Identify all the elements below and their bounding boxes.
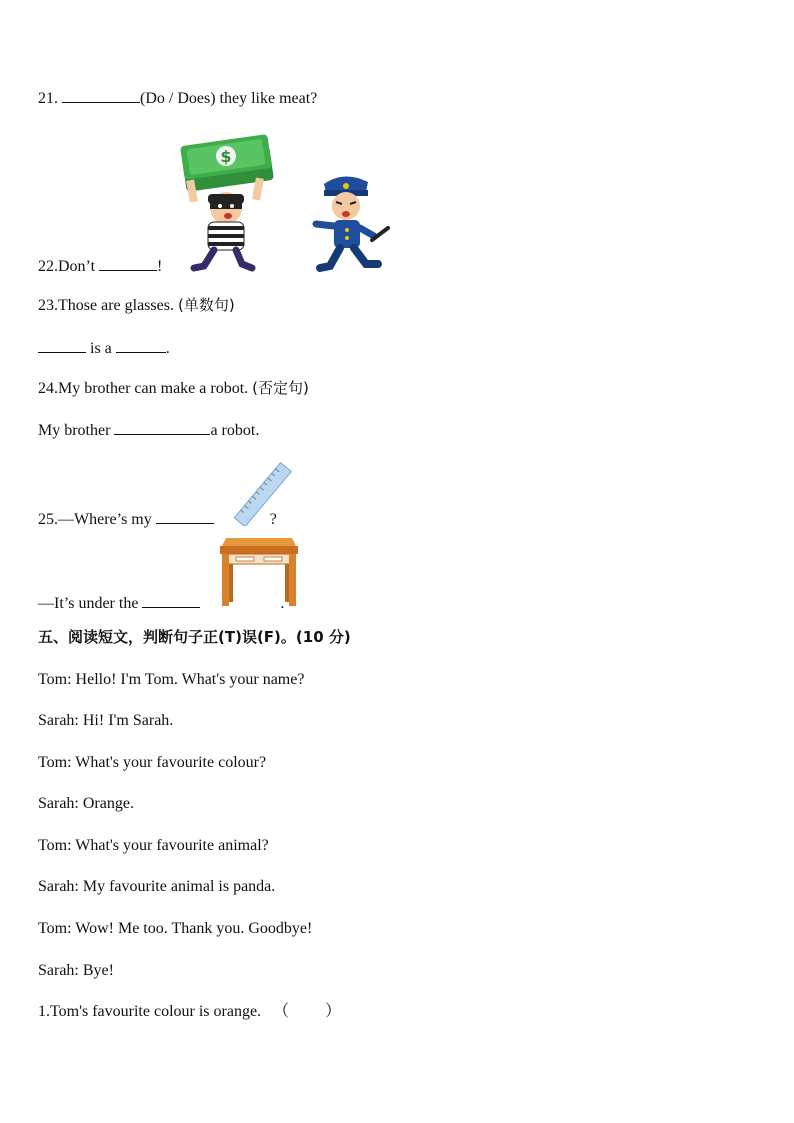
section-5-title: 五、阅读短文，判断句子正(T)误(F)。(10 分) [38,628,351,646]
question-25 [38,509,277,530]
q24-answer-start: My brother [38,422,115,439]
q25-answer-line [38,593,284,614]
q22-text: Don’t [58,258,96,275]
dialogue-line: Tom: Hello! I'm Tom. What's your name? [38,671,305,688]
q21-number: 21. [38,90,58,107]
q25-answer-text: It’s under the [54,595,143,612]
q23-answer-line [38,338,170,359]
svg-text:$: $ [220,147,232,166]
q25-blank-2[interactable] [142,593,200,608]
dialogue-line: Sarah: Bye! [38,962,114,979]
q25-dash: — [58,511,74,528]
judge-paren-close: ） [325,1003,342,1020]
q22-blank[interactable] [99,256,157,271]
q22-number: 22. [38,258,58,275]
q21-text: (Do / Does) they like meat? [140,90,318,107]
q21-blank[interactable] [62,88,140,103]
q24-text: My brother can make a robot. [58,380,253,397]
q24-number: 24. [38,380,58,397]
q25-blank-1[interactable] [156,509,214,524]
q23-number: 23. [38,297,58,314]
q25-question-end: ? [269,511,277,528]
thief-illustration [178,132,278,272]
q22-end: ! [157,258,163,275]
question-23 [38,295,235,316]
q23-text: Those are glasses. [58,297,178,314]
q24-note: (否定句) [252,379,309,397]
dialogue-line: Sarah: Orange. [38,795,134,812]
judge-paren-open: （ [273,1003,290,1020]
q25-answer-dash: — [38,595,54,612]
judge-statement: 1.Tom's favourite colour is orange. [38,1003,262,1020]
dialogue-line: Sarah: My favourite animal is panda. [38,878,276,895]
q23-blank-2[interactable] [116,338,166,353]
question-24 [38,378,309,399]
q23-note: (单数句) [177,296,235,314]
q23-answer-mid: is a [86,340,116,357]
q25-number: 25. [38,511,58,528]
question-22 [38,256,162,277]
dialogue-line: Tom: Wow! Me too. Thank you. Goodbye! [38,920,313,937]
dialogue-line: Tom: What's your favourite colour? [38,754,267,771]
q24-answer-end: a robot. [210,422,260,439]
dialogue-line: Tom: What's your favourite animal? [38,837,269,854]
q25-answer-end: . [280,595,285,612]
q25-question-text: Where’s my [74,511,156,528]
q23-blank-1[interactable] [38,338,86,353]
judge-item-1 [38,1002,341,1022]
q23-answer-end: . [165,340,170,357]
dialogue-line: Sarah: Hi! I'm Sarah. [38,712,174,729]
q24-answer-line [38,420,259,441]
question-21 [38,88,317,109]
policeman-illustration [310,170,394,274]
q24-blank[interactable] [114,420,210,435]
